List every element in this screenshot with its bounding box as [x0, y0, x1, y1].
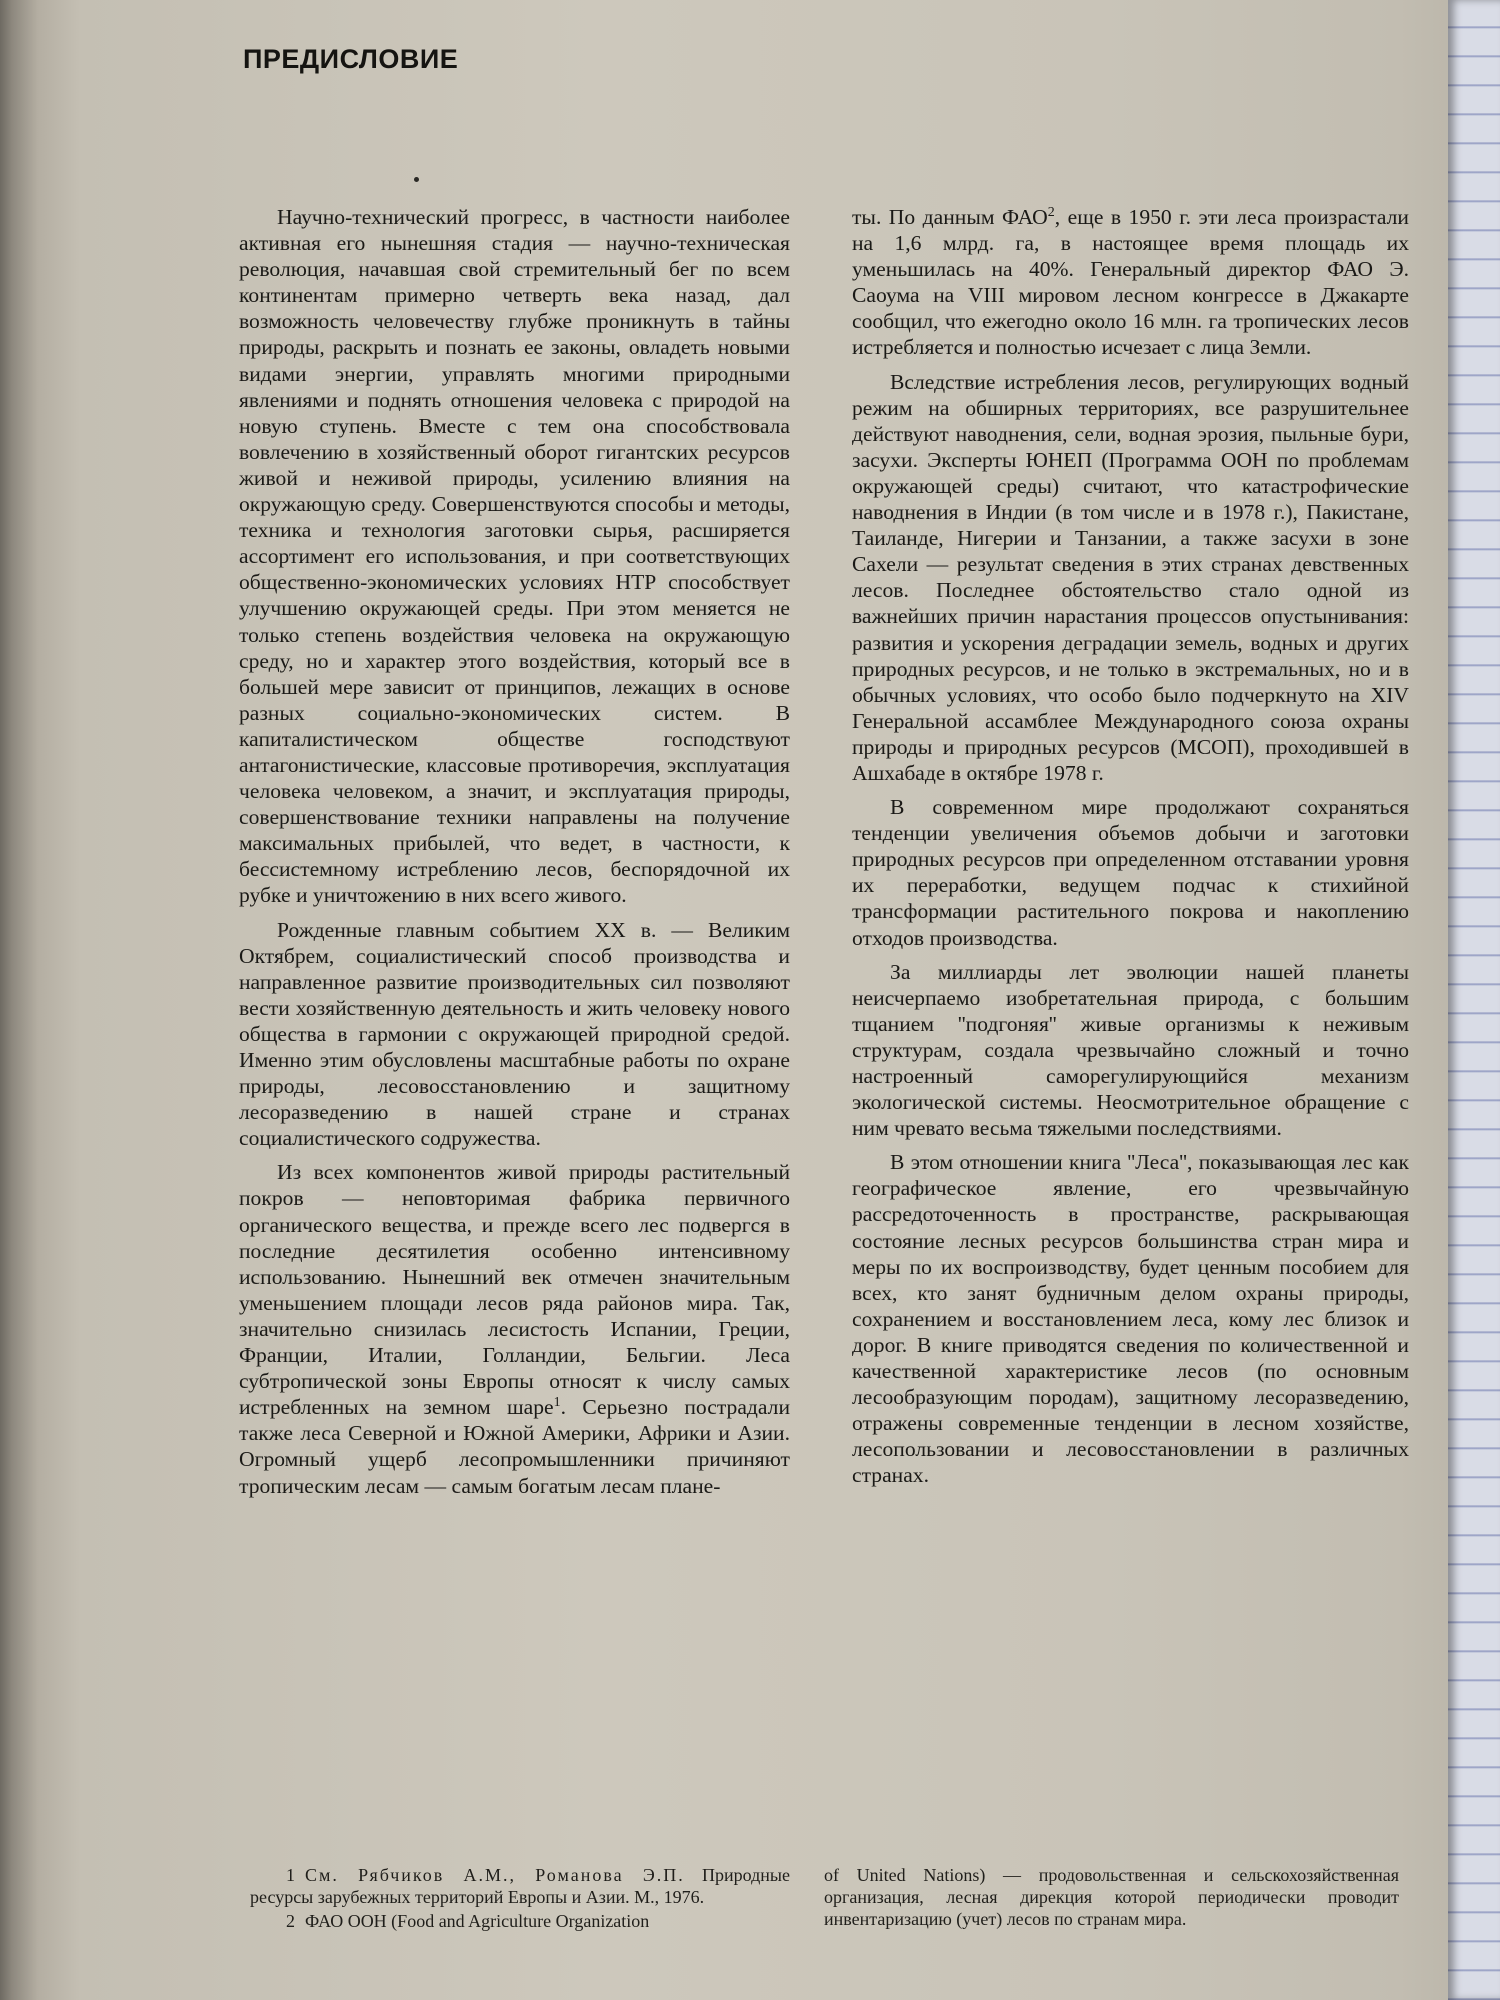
paragraph: [239, 1159, 790, 1498]
footnote-number: 1: [286, 1865, 295, 1885]
notebook-edge: [1448, 0, 1500, 2000]
footnote-ref-2: 2: [1047, 204, 1055, 220]
paragraph: Вследствие истребления лесов, регулирующих водный режим на обширных территориях, все разрушительнее действуют наводнения, сели, водная эрозия, пыльные бури, засухи. Эксперты ЮНЕП (Программа ООН по проблемам окружающей среды) считают, что катастрофические наводнения в Индии (в том числе и в 1978 г.), Пакистане, Таиланде, Нигерии и Танзании, а также засухи в зоне Сахели — результат сведения в этих странах девственных лесов. Последнее обстоятельство стало одной из важнейших причин нарастания процессов опустынивания: развития и ускорения деградации земель, водных и других природных ресурсов, и не только в экстремальных, но и в обычных условиях, что особо было подчеркнуто на XIV Генеральной ассамблее Международного союза охраны природы и природных ресурсов (МСОП), проходившей в Ашхабаде в октябре 1978 г.: [852, 369, 1409, 785]
page-title: ПРЕДИСЛОВИЕ: [243, 44, 459, 74]
footnote-text: ФАО ООН (Food and Agriculture Organization: [305, 1911, 650, 1931]
footnote-number: 2: [286, 1911, 295, 1931]
footnote-1: [250, 1864, 790, 1908]
paragraph-text: . Серьезно пострадали также леса Северной и Южной Америки, Африки и Азии. Огромный ущерб лесопромышленники причиняют тропическим лесам — самым богатым лесам плане-: [239, 1395, 790, 1498]
footnote-ref-1: 1: [553, 1395, 561, 1411]
left-column: [239, 204, 790, 1507]
paragraph-text: , еще в 1950 г. эти леса произрастали на 1,6 млрд. га, в настоящее время площадь их уменьшилась на 40%. Генеральный директор ФАО Э. Саоума на VIII мировом лесном конгрессе в Джакарте сообщил, что ежегодно около 16 млн. га тропических лесов истребляется и полностью исчезает с лица Земли.: [852, 205, 1409, 360]
paragraph-text: ты. По данным ФАО: [852, 205, 1048, 229]
right-column: [852, 204, 1409, 1497]
paragraph: [852, 204, 1409, 361]
paragraph-text: Из всех компонентов живой природы растительный покров — неповторимая фабрика первичного органического вещества, и прежде всего лес подвергся в последние десятилетия особенно интенсивному использованию. Нынешний век отмечен значительным уменьшением площади лесов ряда районов мира. Так, значительно снизилась лесистость Испании, Греции, Франции, Италии, Голландии, Бельгии. Леса субтропической зоны Европы относят к числу самых истребленных на земном шаре: [239, 1160, 790, 1420]
footnotes-left: [250, 1864, 790, 1934]
paragraph: Научно-технический прогресс, в частности наиболее активная его нынешняя стадия — научно-техническая революция, начавшая свой стремительный бег по всем континентам примерно четверть века назад, дал возможность человечеству глубже проникнуть в тайны природы, раскрыть и познать ее законы, овладеть новыми видами энергии, управлять многими природными явлениями и поднять отношения человека с природой на новую ступень. Вместе с тем она способствовала вовлечению в хозяйственный оборот гигантских ресурсов живой и неживой природы, усилению влияния на окружающую среду. Совершенствуются способы и методы, техника и технология заготовки сырья, расширяется ассортимент его использования, и при соответствующих общественно-экономических условиях НТР способствует улучшению окружающей среды. При этом меняется не только степень воздействия человека на окружающую среду, но и характер этого воздействия, который все в большей мере зависит от принципов, лежащих в основе разных социально-экономических систем. В капиталистическом обществе господствуют антагонистические, классовые противоречия, эксплуатация человека человеком, а значит, и эксплуатация природы, совершенствование техники направлены на получение максимальных прибылей, что ведет, в частности, к бессистемному истреблению лесов, беспорядочной их рубке и уничтожению в них всего живого.: [239, 205, 790, 908]
paragraph: За миллиарды лет эволюции нашей планеты неисчерпаемо изобретательная природа, с большим тщанием ''подгоняя'' живые организмы к неживым структурам, создала чрезвычайно сложный и точно настроенный саморегулирующийся механизм экологической системы. Неосмотрительное обращение с ним чревато весьма тяжелыми последствиями.: [852, 959, 1409, 1141]
footnotes-right: [824, 1864, 1399, 1932]
footnote-authors: См. Рябчиков А.М., Романова Э.П.: [305, 1865, 685, 1885]
paragraph: Рожденные главным событием XX в. — Великим Октябрем, социалистический способ производства и направленное развитие производительных сил позволяют вести хозяйственную деятельность и жить человеку нового общества в гармонии с окружающей природной средой. Именно этим обусловлены масштабные работы по охране природы, лесовосстановлению и защитному лесоразведению в нашей стране и странах социалистического содружества.: [239, 917, 790, 1151]
ink-dot: [414, 177, 419, 182]
paragraph: В этом отношении книга ''Леса'', показывающая лес как географическое явление, его чрезвычайную рассредоточенность в пространстве, раскрывающая состояние лесных ресурсов большинства стран мира и меры по их воспроизводству, будет ценным пособием для всех, кто занят будничным делом охраны природы, сохранением и восстановлением леса, кому лес близок и дорог. В книге приводятся сведения по количественной и качественной характеристике лесов (по основным лесообразующим породам), защитному лесоразведению, отражены современные тенденции в лесном хозяйстве, лесопользовании и лесовосстановлении в различных странах.: [852, 1150, 1409, 1488]
footnote-2-continued: of United Nations) — продовольственная и сельскохозяйственная организация, лесная дирекция которой периодически проводит инвентаризацию (учет) лесов по странам мира.: [824, 1865, 1399, 1929]
footnote-text: Природные ресурсы зарубежных территорий Европы и Азии. М., 1976.: [250, 1865, 790, 1907]
footnote-2: [250, 1910, 790, 1932]
paragraph: В современном мире продолжают сохраняться тенденции увеличения объемов добычи и заготовки природных ресурсов при определенном отставании уровня их переработки, ведущем подчас к стихийной трансформации растительного покрова и накоплению отходов производства.: [852, 795, 1409, 950]
